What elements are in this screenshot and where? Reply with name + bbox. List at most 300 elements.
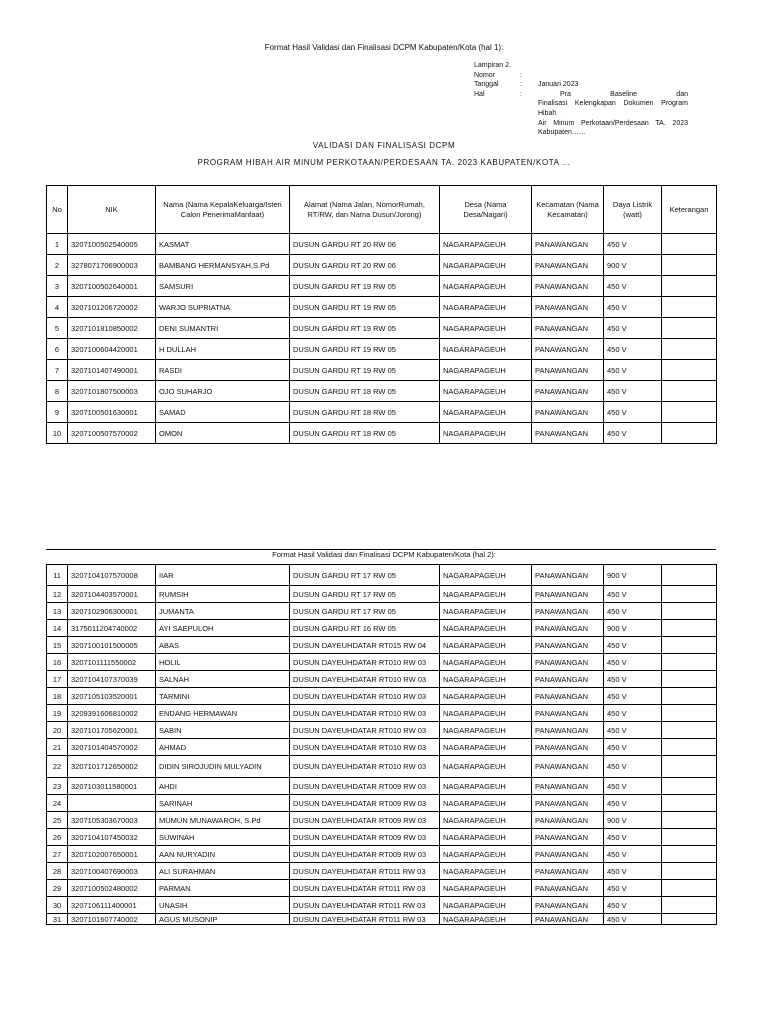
cell-alamat: DUSUN DAYEUHDATAR RT009 RW 03 (290, 812, 440, 829)
cell-kecamatan: PANAWANGAN (532, 360, 604, 381)
cell-daya: 450 V (604, 381, 662, 402)
cell-nama: OMON (156, 423, 290, 444)
cell-alamat: DUSUN DAYEUHDATAR RT010 RW 03 (290, 756, 440, 778)
cell-keterangan (662, 565, 717, 586)
hal-label: Hal (474, 90, 485, 98)
cell-desa: NAGARAPAGEUH (440, 255, 532, 276)
table-row (47, 423, 717, 444)
cell-alamat: DUSUN DAYEUHDATAR RT009 RW 03 (290, 795, 440, 812)
cell-kecamatan: PANAWANGAN (532, 402, 604, 423)
cell-alamat: DUSUN DAYEUHDATAR RT015 RW 04 (290, 637, 440, 654)
cell-nik: 3207101810850002 (68, 318, 156, 339)
cell-desa: NAGARAPAGEUH (440, 297, 532, 318)
cell-nik: 3207104403570001 (68, 586, 156, 603)
cell-nik: 3207101206720002 (68, 297, 156, 318)
cell-no: 31 (47, 914, 68, 925)
table-row (47, 863, 717, 880)
cell-nik: 3207101111550002 (68, 654, 156, 671)
cell-no: 18 (47, 688, 68, 705)
cell-alamat: DUSUN GARDU RT 19 RW 05 (290, 297, 440, 318)
cell-keterangan (662, 276, 717, 297)
hal-word: Pra (560, 90, 571, 98)
cell-nik: 3207104107570008 (68, 565, 156, 586)
cell-no: 24 (47, 795, 68, 812)
table-row (47, 586, 717, 603)
cell-daya: 450 V (604, 846, 662, 863)
cell-nama: SUWINAH (156, 829, 290, 846)
cell-nik: 3207105303670003 (68, 812, 156, 829)
table-row (47, 829, 717, 846)
table-row (47, 297, 717, 318)
cell-alamat: DUSUN DAYEUHDATAR RT009 RW 03 (290, 778, 440, 795)
cell-nama: ABAS (156, 637, 290, 654)
cell-kecamatan: PANAWANGAN (532, 603, 604, 620)
cell-keterangan (662, 688, 717, 705)
cell-daya: 450 V (604, 688, 662, 705)
table-row (47, 795, 717, 812)
cell-daya: 450 V (604, 637, 662, 654)
cell-nama: RUMSIH (156, 586, 290, 603)
table-row (47, 880, 717, 897)
cell-nama: JUMANTA (156, 603, 290, 620)
cell-no: 26 (47, 829, 68, 846)
cell-nama: UNASIH (156, 897, 290, 914)
cell-nik: 3207102007650001 (68, 846, 156, 863)
cell-no: 17 (47, 671, 68, 688)
document-subtitle: PROGRAM HIBAH AIR MINUM PERKOTAAN/PERDESAAN TA. 2023 KABUPATEN/KOTA ... (197, 158, 571, 167)
cell-no: 12 (47, 586, 68, 603)
cell-kecamatan: PANAWANGAN (532, 914, 604, 925)
cell-desa: NAGARAPAGEUH (440, 863, 532, 880)
cell-daya: 900 V (604, 565, 662, 586)
cell-kecamatan: PANAWANGAN (532, 829, 604, 846)
cell-daya: 450 V (604, 722, 662, 739)
cell-desa: NAGARAPAGEUH (440, 671, 532, 688)
cell-nik: 3207103011580001 (68, 778, 156, 795)
cell-nik: 3207100101500005 (68, 637, 156, 654)
col-alamat: Alamat (Nama Jalan, NomorRumah, RT/RW, dan Nama Dusun/Jorong) (290, 186, 440, 234)
cell-nama: SAMSURI (156, 276, 290, 297)
cell-kecamatan: PANAWANGAN (532, 722, 604, 739)
cell-alamat: DUSUN DAYEUHDATAR RT010 RW 03 (290, 671, 440, 688)
hal-line1 (538, 90, 688, 100)
cell-nama: KASMAT (156, 234, 290, 255)
cell-nama: ENDANG HERMAWAN (156, 705, 290, 722)
cell-kecamatan: PANAWANGAN (532, 423, 604, 444)
table-row (47, 688, 717, 705)
cell-no: 11 (47, 565, 68, 586)
cell-nama: IIAR (156, 565, 290, 586)
cell-nik: 3207100407690003 (68, 863, 156, 880)
col-nama: Nama (Nama KepalaKeluarga/Isteri Calon PenerimaManfaat) (156, 186, 290, 234)
cell-keterangan (662, 756, 717, 778)
cell-desa: NAGARAPAGEUH (440, 360, 532, 381)
cell-no: 9 (47, 402, 68, 423)
cell-desa: NAGARAPAGEUH (440, 897, 532, 914)
cell-keterangan (662, 795, 717, 812)
cell-daya: 900 V (604, 812, 662, 829)
tanggal-colon: : (520, 81, 522, 89)
cell-alamat: DUSUN GARDU RT 16 RW 05 (290, 620, 440, 637)
cell-daya: 450 V (604, 360, 662, 381)
cell-kecamatan: PANAWANGAN (532, 381, 604, 402)
cell-nama: AAN NURYADIN (156, 846, 290, 863)
lampiran-label: Lampiran 2. (474, 62, 511, 69)
cell-daya: 450 V (604, 897, 662, 914)
cell-daya: 900 V (604, 620, 662, 637)
nomor-colon: : (520, 71, 522, 79)
cell-kecamatan: PANAWANGAN (532, 637, 604, 654)
cell-alamat: DUSUN GARDU RT 19 RW 05 (290, 276, 440, 297)
table-row (47, 402, 717, 423)
cell-desa: NAGARAPAGEUH (440, 402, 532, 423)
cell-alamat: DUSUN DAYEUHDATAR RT010 RW 03 (290, 688, 440, 705)
cell-alamat: DUSUN GARDU RT 19 RW 05 (290, 318, 440, 339)
cell-no: 30 (47, 897, 68, 914)
cell-kecamatan: PANAWANGAN (532, 739, 604, 756)
cell-no: 25 (47, 812, 68, 829)
cell-daya: 450 V (604, 297, 662, 318)
table-row (47, 897, 717, 914)
cell-desa: NAGARAPAGEUH (440, 722, 532, 739)
table-row (47, 739, 717, 756)
cell-nik: 3207100502640001 (68, 276, 156, 297)
cell-no: 4 (47, 297, 68, 318)
cell-nama: DENI SUMANTRI (156, 318, 290, 339)
cell-nama: WARJO SUPRIATNA (156, 297, 290, 318)
cell-nama: MUMUN MUNAWAROH, S.Pd (156, 812, 290, 829)
table-row (47, 255, 717, 276)
cell-alamat: DUSUN GARDU RT 17 RW 05 (290, 565, 440, 586)
cell-nama: SALNAH (156, 671, 290, 688)
cell-keterangan (662, 297, 717, 318)
cell-kecamatan: PANAWANGAN (532, 812, 604, 829)
hal-line4: Kabupaten…… (538, 129, 586, 137)
cell-desa: NAGARAPAGEUH (440, 914, 532, 925)
cell-daya: 450 V (604, 914, 662, 925)
col-no: No (47, 186, 68, 234)
cell-no: 8 (47, 381, 68, 402)
table-body-page1 (47, 234, 717, 444)
col-nik: NIK (68, 186, 156, 234)
cell-alamat: DUSUN DAYEUHDATAR RT010 RW 03 (290, 705, 440, 722)
cell-alamat: DUSUN GARDU RT 18 RW 05 (290, 381, 440, 402)
cell-keterangan (662, 705, 717, 722)
cell-no: 20 (47, 722, 68, 739)
cell-daya: 450 V (604, 739, 662, 756)
cell-desa: NAGARAPAGEUH (440, 795, 532, 812)
cell-nik: 3207100507570002 (68, 423, 156, 444)
recipients-table-page1 (46, 185, 717, 444)
cell-desa: NAGARAPAGEUH (440, 846, 532, 863)
cell-nik: 3207101404570002 (68, 739, 156, 756)
cell-keterangan (662, 637, 717, 654)
cell-nik: 3207102906300001 (68, 603, 156, 620)
cell-desa: NAGARAPAGEUH (440, 318, 532, 339)
cell-nama: OJO SUHARJO (156, 381, 290, 402)
cell-nama: H DULLAH (156, 339, 290, 360)
page2-header: Format Hasil Validasi dan Finalisasi DCPM Kabupaten/Kota (hal 2): (272, 550, 496, 559)
table-row (47, 778, 717, 795)
cell-nik: 3278071706900003 (68, 255, 156, 276)
cell-daya: 450 V (604, 423, 662, 444)
hal-colon: : (520, 90, 522, 98)
tanggal-label: Tanggal (474, 81, 499, 89)
table-row (47, 637, 717, 654)
cell-alamat: DUSUN DAYEUHDATAR RT010 RW 03 (290, 654, 440, 671)
cell-daya: 450 V (604, 829, 662, 846)
cell-nama: ALI SURAHMAN (156, 863, 290, 880)
hal-line2: Finalisasi Kelengkapan Dokumen Program Hibah (538, 100, 688, 117)
cell-nik: 3207101607740002 (68, 914, 156, 925)
cell-kecamatan: PANAWANGAN (532, 654, 604, 671)
cell-alamat: DUSUN DAYEUHDATAR RT011 RW 03 (290, 863, 440, 880)
cell-keterangan (662, 846, 717, 863)
cell-no: 5 (47, 318, 68, 339)
cell-kecamatan: PANAWANGAN (532, 318, 604, 339)
cell-desa: NAGARAPAGEUH (440, 812, 532, 829)
cell-keterangan (662, 318, 717, 339)
cell-alamat: DUSUN DAYEUHDATAR RT009 RW 03 (290, 829, 440, 846)
table-row (47, 671, 717, 688)
table-row (47, 381, 717, 402)
cell-keterangan (662, 381, 717, 402)
cell-daya: 450 V (604, 234, 662, 255)
cell-kecamatan: PANAWANGAN (532, 863, 604, 880)
cell-keterangan (662, 586, 717, 603)
hal-word: Baseline (610, 90, 638, 98)
cell-desa: NAGARAPAGEUH (440, 756, 532, 778)
cell-desa: NAGARAPAGEUH (440, 586, 532, 603)
table-row (47, 276, 717, 297)
cell-keterangan (662, 914, 717, 925)
cell-daya: 450 V (604, 603, 662, 620)
cell-kecamatan: PANAWANGAN (532, 339, 604, 360)
cell-keterangan (662, 829, 717, 846)
tanggal-row (474, 80, 688, 90)
cell-daya: 450 V (604, 795, 662, 812)
cell-keterangan (662, 255, 717, 276)
cell-kecamatan: PANAWANGAN (532, 897, 604, 914)
cell-nama: AYI SAEPULOH (156, 620, 290, 637)
cell-nik: 3207101407490001 (68, 360, 156, 381)
cell-daya: 450 V (604, 586, 662, 603)
cell-no: 3 (47, 276, 68, 297)
table-row (47, 318, 717, 339)
cell-nik: 3207101712650002 (68, 756, 156, 778)
letter-meta (474, 61, 688, 138)
cell-nama: SAMAD (156, 402, 290, 423)
table-header-row (47, 186, 717, 234)
table-row (47, 914, 717, 925)
cell-no: 13 (47, 603, 68, 620)
cell-alamat: DUSUN GARDU RT 17 RW 05 (290, 586, 440, 603)
nomor-label: Nomor (474, 71, 496, 79)
cell-desa: NAGARAPAGEUH (440, 565, 532, 586)
cell-alamat: DUSUN DAYEUHDATAR RT011 RW 03 (290, 914, 440, 925)
cell-nik: 3207104107450032 (68, 829, 156, 846)
cell-daya: 450 V (604, 880, 662, 897)
cell-keterangan (662, 339, 717, 360)
cell-no: 21 (47, 739, 68, 756)
cell-keterangan (662, 360, 717, 381)
cell-kecamatan: PANAWANGAN (532, 688, 604, 705)
cell-alamat: DUSUN DAYEUHDATAR RT010 RW 03 (290, 722, 440, 739)
cell-desa: NAGARAPAGEUH (440, 603, 532, 620)
cell-kecamatan: PANAWANGAN (532, 276, 604, 297)
cell-daya: 450 V (604, 756, 662, 778)
cell-nama: BAMBANG HERMANSYAH,S.Pd (156, 255, 290, 276)
cell-keterangan (662, 402, 717, 423)
cell-keterangan (662, 620, 717, 637)
hal-word: dan (676, 90, 688, 98)
cell-daya: 450 V (604, 778, 662, 795)
cell-daya: 450 V (604, 654, 662, 671)
table-row (47, 339, 717, 360)
cell-daya: 450 V (604, 402, 662, 423)
table-row (47, 705, 717, 722)
page1-header: Format Hasil Validasi dan Finalisasi DCPM Kabupaten/Kota (hal 1): (264, 43, 504, 52)
cell-no: 10 (47, 423, 68, 444)
cell-kecamatan: PANAWANGAN (532, 756, 604, 778)
cell-kecamatan: PANAWANGAN (532, 297, 604, 318)
cell-desa: NAGARAPAGEUH (440, 739, 532, 756)
table-row (47, 565, 717, 586)
cell-kecamatan: PANAWANGAN (532, 795, 604, 812)
cell-alamat: DUSUN GARDU RT 20 RW 06 (290, 255, 440, 276)
cell-kecamatan: PANAWANGAN (532, 234, 604, 255)
cell-no: 2 (47, 255, 68, 276)
cell-alamat: DUSUN GARDU RT 18 RW 05 (290, 423, 440, 444)
cell-no: 6 (47, 339, 68, 360)
cell-no: 19 (47, 705, 68, 722)
cell-no: 15 (47, 637, 68, 654)
cell-alamat: DUSUN GARDU RT 17 RW 05 (290, 603, 440, 620)
table-row (47, 846, 717, 863)
cell-nik: 3207100604420001 (68, 339, 156, 360)
cell-kecamatan: PANAWANGAN (532, 565, 604, 586)
cell-desa: NAGARAPAGEUH (440, 829, 532, 846)
cell-nik: 3207100502540005 (68, 234, 156, 255)
cell-nik: 3207101807500003 (68, 381, 156, 402)
table-row (47, 756, 717, 778)
table-body-page2 (47, 565, 717, 925)
cell-keterangan (662, 739, 717, 756)
table-row (47, 234, 717, 255)
cell-nik: 3207104107370039 (68, 671, 156, 688)
cell-no: 1 (47, 234, 68, 255)
cell-nama: TARMINI (156, 688, 290, 705)
cell-desa: NAGARAPAGEUH (440, 880, 532, 897)
cell-kecamatan: PANAWANGAN (532, 586, 604, 603)
cell-nik: 3207106111400001 (68, 897, 156, 914)
cell-no: 22 (47, 756, 68, 778)
tanggal-value: Januari 2023 (538, 81, 579, 89)
cell-nama: SARINAH (156, 795, 290, 812)
cell-alamat: DUSUN GARDU RT 20 RW 06 (290, 234, 440, 255)
cell-keterangan (662, 654, 717, 671)
hal-row (474, 90, 688, 100)
col-desa: Desa (Nama Desa/Nagari) (440, 186, 532, 234)
cell-desa: NAGARAPAGEUH (440, 637, 532, 654)
cell-desa: NAGARAPAGEUH (440, 688, 532, 705)
table-row (47, 654, 717, 671)
cell-no: 28 (47, 863, 68, 880)
cell-desa: NAGARAPAGEUH (440, 276, 532, 297)
cell-keterangan (662, 722, 717, 739)
cell-desa: NAGARAPAGEUH (440, 234, 532, 255)
cell-kecamatan: PANAWANGAN (532, 846, 604, 863)
cell-kecamatan: PANAWANGAN (532, 255, 604, 276)
cell-alamat: DUSUN GARDU RT 19 RW 05 (290, 339, 440, 360)
cell-keterangan (662, 812, 717, 829)
cell-nama: AHMAD (156, 739, 290, 756)
col-daya: Daya Listrik (watt) (604, 186, 662, 234)
cell-nama: HOLIL (156, 654, 290, 671)
cell-desa: NAGARAPAGEUH (440, 339, 532, 360)
table-row (47, 603, 717, 620)
cell-desa: NAGARAPAGEUH (440, 778, 532, 795)
cell-keterangan (662, 423, 717, 444)
cell-keterangan (662, 880, 717, 897)
cell-keterangan (662, 603, 717, 620)
col-kecamatan: Kecamatan (Nama Kecamatan) (532, 186, 604, 234)
cell-nik (68, 795, 156, 812)
cell-desa: NAGARAPAGEUH (440, 381, 532, 402)
cell-kecamatan: PANAWANGAN (532, 620, 604, 637)
cell-no: 14 (47, 620, 68, 637)
cell-alamat: DUSUN DAYEUHDATAR RT011 RW 03 (290, 897, 440, 914)
cell-daya: 450 V (604, 705, 662, 722)
cell-kecamatan: PANAWANGAN (532, 671, 604, 688)
cell-daya: 900 V (604, 255, 662, 276)
cell-nama: DIDIN SIROJUDIN MULYADIN (156, 756, 290, 778)
table-row (47, 360, 717, 381)
cell-daya: 450 V (604, 671, 662, 688)
hal-line3: Air Minum Perkotaan/Perdesaan TA. 2023 (538, 119, 688, 127)
cell-nama: AHDI (156, 778, 290, 795)
cell-nik: 3207100502480002 (68, 880, 156, 897)
recipients-table-page2 (46, 564, 717, 925)
cell-keterangan (662, 863, 717, 880)
cell-nik: 3175011204740002 (68, 620, 156, 637)
cell-desa: NAGARAPAGEUH (440, 620, 532, 637)
table-row (47, 722, 717, 739)
cell-no: 27 (47, 846, 68, 863)
cell-daya: 450 V (604, 276, 662, 297)
cell-alamat: DUSUN DAYEUHDATAR RT010 RW 03 (290, 739, 440, 756)
cell-no: 16 (47, 654, 68, 671)
nomor-value (538, 71, 688, 81)
cell-nama: RASDI (156, 360, 290, 381)
cell-nik: 3207101705620001 (68, 722, 156, 739)
cell-no: 23 (47, 778, 68, 795)
cell-nik: 3207105103520001 (68, 688, 156, 705)
cell-nama: AGUS MUSONIP (156, 914, 290, 925)
cell-keterangan (662, 778, 717, 795)
cell-desa: NAGARAPAGEUH (440, 705, 532, 722)
table-row (47, 620, 717, 637)
cell-keterangan (662, 897, 717, 914)
cell-alamat: DUSUN DAYEUHDATAR RT009 RW 03 (290, 846, 440, 863)
cell-alamat: DUSUN GARDU RT 18 RW 05 (290, 402, 440, 423)
cell-alamat: DUSUN GARDU RT 19 RW 05 (290, 360, 440, 381)
document-title: VALIDASI DAN FINALISASI DCPM (312, 141, 456, 150)
cell-kecamatan: PANAWANGAN (532, 778, 604, 795)
cell-daya: 450 V (604, 863, 662, 880)
cell-nama: SABIN (156, 722, 290, 739)
cell-kecamatan: PANAWANGAN (532, 880, 604, 897)
